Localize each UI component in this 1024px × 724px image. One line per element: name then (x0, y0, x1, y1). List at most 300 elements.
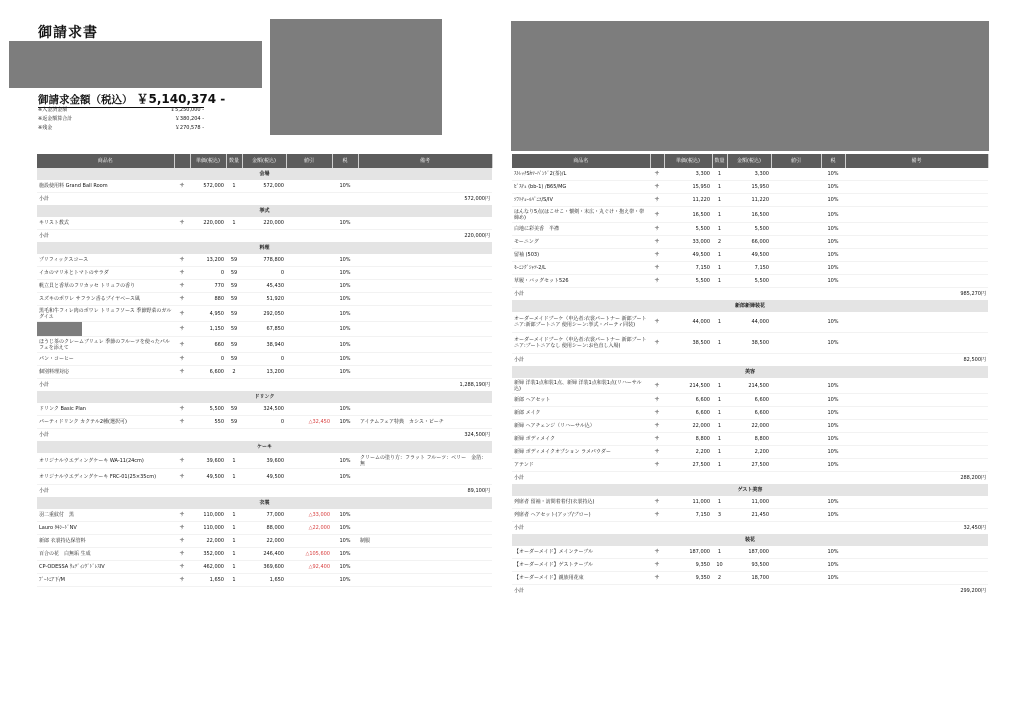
item-qty: 1 (712, 275, 727, 288)
item-qty: 1 (712, 459, 727, 472)
subtotal-value: 324,500円 (174, 429, 492, 442)
item-service-mark: サ (174, 509, 190, 522)
subtotal-value: 82,500円 (650, 354, 988, 367)
item-note (845, 509, 988, 522)
item-qty: 1 (712, 333, 727, 354)
item-price: 462,000 (190, 561, 226, 574)
subtotal-label: 小計 (37, 379, 174, 392)
item-price: 572,000 (190, 180, 226, 193)
item-name: 列席者 ヘアセット(アップ/ブロー) (512, 509, 650, 522)
item-note (845, 446, 988, 459)
table-header-row (512, 154, 988, 168)
item-tax: 10% (821, 312, 845, 333)
item-amount: 220,000 (242, 217, 286, 230)
table-row (512, 459, 988, 472)
item-qty: 1 (712, 181, 727, 194)
item-tax: 10% (332, 366, 358, 379)
item-tax: 10% (821, 407, 845, 420)
item-name: ﾌﾞｰﾄﾆｱ下/M (37, 574, 174, 587)
item-amount: 77,000 (242, 509, 286, 522)
item-name: 個別料理対応 (37, 366, 174, 379)
section-label: 会場 (37, 168, 492, 180)
section-header-row (37, 497, 492, 509)
item-name: 【オーダーメイド】親族用花束 (512, 572, 650, 585)
col-header-note: 備考 (358, 154, 492, 168)
item-note (358, 574, 492, 587)
table-row (512, 446, 988, 459)
summary-line (38, 106, 204, 113)
item-note: 制服 (358, 535, 492, 548)
table-row (512, 249, 988, 262)
item-service-mark: サ (174, 416, 190, 429)
table-row (37, 561, 492, 574)
item-amount: 246,400 (242, 548, 286, 561)
redacted-block-stamp (270, 19, 442, 135)
item-discount (771, 407, 821, 420)
item-discount (286, 453, 332, 469)
item-tax: 10% (332, 469, 358, 485)
item-service-mark: サ (174, 522, 190, 535)
item-name: 施設使用料 Grand Ball Room (37, 180, 174, 193)
item-service-mark: サ (174, 535, 190, 548)
table-row (512, 333, 988, 354)
item-discount (771, 333, 821, 354)
item-service-mark: サ (650, 496, 664, 509)
item-amount: 5,500 (727, 223, 771, 236)
item-service-mark: サ (650, 236, 664, 249)
item-tax: 10% (821, 394, 845, 407)
item-qty: 2 (712, 572, 727, 585)
item-note (845, 546, 988, 559)
item-name: 帆立貝と香草のフリカッセ トリュフの香り (37, 280, 174, 293)
item-qty: 1 (712, 168, 727, 181)
item-service-mark: サ (650, 407, 664, 420)
item-discount (771, 546, 821, 559)
item-tax: 10% (332, 416, 358, 429)
summary-line (38, 115, 204, 122)
item-discount (771, 262, 821, 275)
item-price: 550 (190, 416, 226, 429)
item-note (845, 181, 988, 194)
table-row (37, 322, 492, 337)
item-qty: 59 (226, 306, 242, 322)
item-discount (771, 312, 821, 333)
table-row (37, 453, 492, 469)
item-discount (771, 420, 821, 433)
item-name: 新婦 ヘアチェンジ（リハーサル込） (512, 420, 650, 433)
item-tax: 10% (821, 236, 845, 249)
item-qty: 1 (226, 522, 242, 535)
item-name: イカのマリネとトマトのサラダ (37, 267, 174, 280)
item-discount (286, 353, 332, 366)
item-discount (771, 207, 821, 223)
item-price: 5,500 (664, 275, 712, 288)
col-header-name: 商品名 (512, 154, 650, 168)
subtotal-row (512, 354, 988, 367)
item-price: 9,350 (664, 572, 712, 585)
table-row (512, 262, 988, 275)
item-amount: 38,500 (727, 333, 771, 354)
item-name: 新婦 ボディメイク (512, 433, 650, 446)
subtotal-value: 89,100円 (174, 485, 492, 498)
table-row (512, 496, 988, 509)
item-price: 352,000 (190, 548, 226, 561)
item-name: プリフィックスコース (37, 254, 174, 267)
item-discount (771, 459, 821, 472)
item-price: 44,000 (664, 312, 712, 333)
subtotal-row (37, 230, 492, 243)
item-discount: △33,000 (286, 509, 332, 522)
item-qty: 1 (712, 446, 727, 459)
item-amount: 3,300 (727, 168, 771, 181)
section-header-row (512, 534, 988, 546)
item-name (37, 322, 174, 337)
table-row (37, 416, 492, 429)
item-tax: 10% (821, 194, 845, 207)
item-amount: 214,500 (727, 378, 771, 394)
item-service-mark: サ (650, 262, 664, 275)
item-discount (286, 293, 332, 306)
table-row (37, 180, 492, 193)
item-price: 220,000 (190, 217, 226, 230)
item-name: オーダーメイドブーケ（申込者:衣裳パートナー 新郎ブートニア:ブートニアなし 使用シーン:お色直し入場) (512, 333, 650, 354)
item-service-mark: サ (174, 293, 190, 306)
item-amount: 67,850 (242, 322, 286, 337)
item-service-mark: サ (650, 446, 664, 459)
item-service-mark: サ (650, 509, 664, 522)
invoice-total-label: 御請求金額（税込） (38, 94, 133, 106)
item-discount (286, 337, 332, 353)
item-qty: 1 (226, 548, 242, 561)
item-note (845, 207, 988, 223)
item-tax: 10% (332, 453, 358, 469)
item-note (845, 194, 988, 207)
item-name: 新郎 メイク (512, 407, 650, 420)
item-service-mark: サ (650, 459, 664, 472)
table-row (37, 509, 492, 522)
subtotal-label: 小計 (37, 230, 174, 243)
item-price: 0 (190, 353, 226, 366)
item-price: 6,600 (664, 407, 712, 420)
section-header-row (37, 168, 492, 180)
item-discount (771, 194, 821, 207)
col-header-price: 単価(税込) (190, 154, 226, 168)
section-label: ケーキ (37, 441, 492, 453)
item-amount: 6,600 (727, 407, 771, 420)
item-tax: 10% (821, 509, 845, 522)
item-tax: 10% (821, 496, 845, 509)
table-row (512, 433, 988, 446)
item-tax: 10% (821, 378, 845, 394)
subtotal-label: 小計 (37, 429, 174, 442)
section-header-row (37, 441, 492, 453)
item-discount (286, 535, 332, 548)
item-tax: 10% (332, 254, 358, 267)
item-price: 770 (190, 280, 226, 293)
item-name: 新郎 ヘアセット (512, 394, 650, 407)
item-amount: 11,000 (727, 496, 771, 509)
item-amount: 16,500 (727, 207, 771, 223)
section-label: 料理 (37, 242, 492, 254)
table-row (512, 275, 988, 288)
item-price: 4,950 (190, 306, 226, 322)
item-name: 百合の花 白無垢 生成 (37, 548, 174, 561)
item-name: 黒毛和牛フィレ肉のポワレ トリュフソース 季節野菜のガルグイユ (37, 306, 174, 322)
col-header-mark (650, 154, 664, 168)
item-service-mark: サ (174, 267, 190, 280)
item-tax: 10% (332, 548, 358, 561)
item-price: 15,950 (664, 181, 712, 194)
item-qty: 2 (712, 236, 727, 249)
table-row (37, 353, 492, 366)
col-header-qty: 数量 (712, 154, 727, 168)
item-name: ﾓｰﾆﾝｸﾞｼｬﾂ-2/L (512, 262, 650, 275)
table-row (37, 548, 492, 561)
table-row (37, 522, 492, 535)
item-amount: 49,500 (727, 249, 771, 262)
item-note (845, 559, 988, 572)
item-discount (771, 496, 821, 509)
item-tax: 10% (821, 249, 845, 262)
item-service-mark: サ (174, 217, 190, 230)
item-name: 新婦 ボディメイクオプション ラメパウダー (512, 446, 650, 459)
item-discount: △32,450 (286, 416, 332, 429)
item-price: 11,000 (664, 496, 712, 509)
item-qty: 10 (712, 559, 727, 572)
item-qty: 1 (712, 546, 727, 559)
item-note (845, 333, 988, 354)
subtotal-value: 572,000円 (174, 193, 492, 206)
item-discount (286, 180, 332, 193)
table-row (37, 366, 492, 379)
table-row (512, 194, 988, 207)
item-note (845, 433, 988, 446)
item-price: 1,150 (190, 322, 226, 337)
col-header-name: 商品名 (37, 154, 174, 168)
item-service-mark: サ (174, 403, 190, 416)
section-label: 美容 (512, 366, 988, 378)
item-service-mark: サ (174, 453, 190, 469)
item-price: 33,000 (664, 236, 712, 249)
table-row (37, 293, 492, 306)
item-price: 9,350 (664, 559, 712, 572)
item-amount: 369,600 (242, 561, 286, 574)
item-service-mark: サ (174, 561, 190, 574)
item-name: ﾋﾞｽﾁｪ (bb-1) /B65/MG (512, 181, 650, 194)
item-service-mark: サ (174, 322, 190, 337)
table-row (512, 181, 988, 194)
subtotal-row (512, 472, 988, 485)
item-qty: 59 (226, 353, 242, 366)
col-header-amount: 金額(税込) (727, 154, 771, 168)
page-title: 御請求書 (38, 25, 98, 41)
item-tax: 10% (332, 217, 358, 230)
table-row (512, 407, 988, 420)
table-row (37, 306, 492, 322)
item-tax: 10% (821, 546, 845, 559)
item-discount: △22,000 (286, 522, 332, 535)
item-tax: 10% (332, 267, 358, 280)
item-qty: 59 (226, 280, 242, 293)
section-header-row (512, 300, 988, 312)
item-note (358, 293, 492, 306)
item-amount: 13,200 (242, 366, 286, 379)
item-service-mark: サ (174, 280, 190, 293)
item-discount (771, 509, 821, 522)
item-discount (771, 559, 821, 572)
col-header-price: 単価(税込) (664, 154, 712, 168)
item-name: 【オーダーメイド】ゲストテーブル (512, 559, 650, 572)
item-discount (286, 366, 332, 379)
item-qty: 1 (226, 453, 242, 469)
item-note (358, 366, 492, 379)
item-price: 6,600 (664, 394, 712, 407)
item-tax: 10% (332, 561, 358, 574)
item-name: パン・コーヒー (37, 353, 174, 366)
item-note (845, 572, 988, 585)
item-discount (771, 223, 821, 236)
item-note (845, 312, 988, 333)
subtotal-value: 985,270円 (650, 288, 988, 301)
subtotal-row (512, 522, 988, 535)
item-service-mark: サ (650, 572, 664, 585)
item-tax: 10% (332, 306, 358, 322)
item-tax: 10% (821, 223, 845, 236)
item-amount: 2,200 (727, 446, 771, 459)
item-amount: 5,500 (727, 275, 771, 288)
item-amount: 292,050 (242, 306, 286, 322)
item-name: パーティドリンク カクテル2種(選択可) (37, 416, 174, 429)
item-tax: 10% (821, 181, 845, 194)
table-row (512, 546, 988, 559)
item-price: 110,000 (190, 509, 226, 522)
item-qty: 1 (226, 217, 242, 230)
item-service-mark: サ (174, 180, 190, 193)
item-service-mark: サ (174, 366, 190, 379)
redacted-item-name (37, 322, 82, 336)
item-price: 214,500 (664, 378, 712, 394)
item-service-mark: サ (650, 420, 664, 433)
item-amount: 1,650 (242, 574, 286, 587)
item-amount: 27,500 (727, 459, 771, 472)
item-service-mark: サ (174, 254, 190, 267)
item-qty: 59 (226, 416, 242, 429)
summary-line-label: ※返金額算合計 (38, 116, 73, 122)
subtotal-label: 小計 (512, 354, 650, 367)
item-note (358, 254, 492, 267)
item-price: 49,500 (664, 249, 712, 262)
invoice-table-right (512, 154, 989, 597)
table-row (37, 574, 492, 587)
item-service-mark: サ (174, 574, 190, 587)
item-note (358, 322, 492, 337)
item-qty: 59 (226, 293, 242, 306)
item-price: 0 (190, 267, 226, 280)
item-qty: 1 (226, 574, 242, 587)
item-name: 新郎 衣裳持込保管料 (37, 535, 174, 548)
item-discount (771, 181, 821, 194)
item-price: 8,800 (664, 433, 712, 446)
item-discount (771, 236, 821, 249)
item-price: 22,000 (664, 420, 712, 433)
col-header-tax: 税 (821, 154, 845, 168)
item-service-mark: サ (650, 168, 664, 181)
item-price: 7,150 (664, 262, 712, 275)
table-row (512, 207, 988, 223)
item-name: アテンド (512, 459, 650, 472)
item-name: オーダーメイドブーケ（申込者:衣裳パートナー 新郎ブートニア:新郎ブートニア 使用シーン:挙式・パーティ同装) (512, 312, 650, 333)
invoice-total-amount: ￥5,140,374 - (136, 92, 226, 106)
item-qty: 1 (712, 249, 727, 262)
item-tax: 10% (332, 337, 358, 353)
item-note (845, 459, 988, 472)
item-qty: 1 (712, 407, 727, 420)
section-header-row (37, 242, 492, 254)
item-amount: 21,450 (727, 509, 771, 522)
col-header-amount: 金額(税込) (242, 154, 286, 168)
item-tax: 10% (332, 574, 358, 587)
item-price: 3,300 (664, 168, 712, 181)
item-amount: 778,800 (242, 254, 286, 267)
item-tax: 10% (821, 446, 845, 459)
subtotal-row (37, 379, 492, 392)
item-amount: 7,150 (727, 262, 771, 275)
item-qty: 1 (712, 496, 727, 509)
item-tax: 10% (332, 180, 358, 193)
item-note (845, 223, 988, 236)
item-discount (286, 254, 332, 267)
item-service-mark: サ (650, 333, 664, 354)
item-amount: 18,700 (727, 572, 771, 585)
table-header-row (37, 154, 492, 168)
item-tax: 10% (821, 207, 845, 223)
subtotal-label: 小計 (512, 585, 650, 598)
item-price: 16,500 (664, 207, 712, 223)
subtotal-row (37, 485, 492, 498)
item-service-mark: サ (650, 394, 664, 407)
item-service-mark: サ (174, 353, 190, 366)
item-amount: 11,220 (727, 194, 771, 207)
section-header-row (37, 391, 492, 403)
item-name: スズキのポワレ サフラン香るブイヤベース風 (37, 293, 174, 306)
item-qty: 1 (226, 509, 242, 522)
item-service-mark: サ (650, 546, 664, 559)
item-service-mark: サ (650, 378, 664, 394)
item-name: ｽﾄﾚｯﾁSｶﾏｰﾊﾞﾝﾄﾞ2(茶)/L (512, 168, 650, 181)
table-row (512, 223, 988, 236)
item-discount (771, 446, 821, 459)
redacted-block-address (9, 41, 262, 88)
table-row (37, 254, 492, 267)
item-note (358, 353, 492, 366)
item-discount (286, 574, 332, 587)
item-qty: 59 (226, 322, 242, 337)
item-qty: 59 (226, 267, 242, 280)
item-discount (286, 280, 332, 293)
item-tax: 10% (821, 420, 845, 433)
item-note (358, 180, 492, 193)
item-name: オリジナルウエディングケーキ WA-11(24cm) (37, 453, 174, 469)
item-name: ｿﾌﾄﾁｭｰﾙﾊﾟﾆｴ/S/IV (512, 194, 650, 207)
col-header-note: 備考 (845, 154, 988, 168)
item-service-mark: サ (650, 275, 664, 288)
item-price: 5,500 (190, 403, 226, 416)
item-tax: 10% (332, 403, 358, 416)
item-note: アイテムフェア特典 カシス・ピーチ (358, 416, 492, 429)
item-amount: 0 (242, 267, 286, 280)
subtotal-value: 32,450円 (650, 522, 988, 535)
subtotal-row (512, 288, 988, 301)
